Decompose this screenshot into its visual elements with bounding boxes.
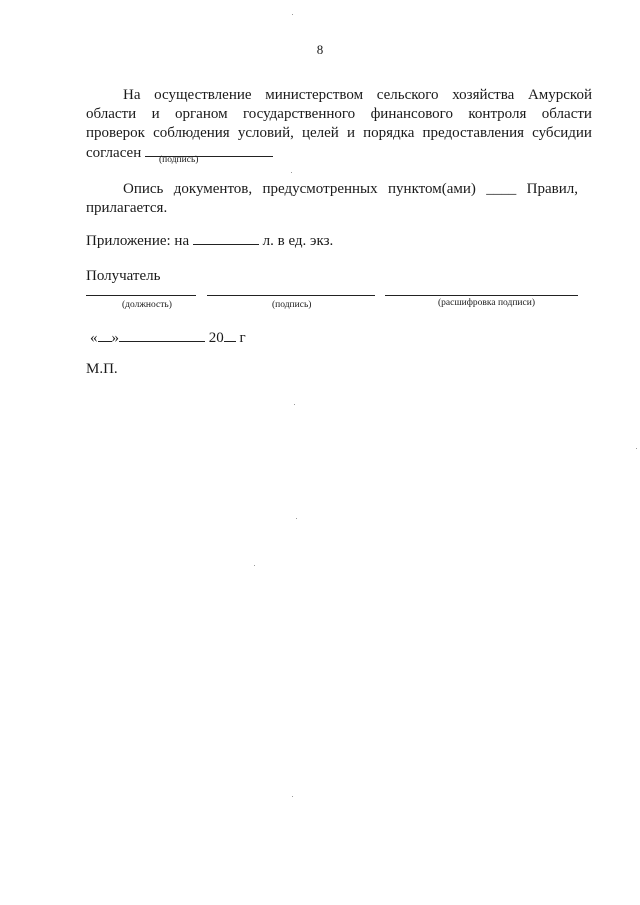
inventory-line-2: прилагается. [86, 200, 168, 216]
word: документов, [173, 181, 253, 197]
recipient-label: Получатель [86, 268, 161, 284]
month-blank[interactable] [119, 328, 205, 342]
scan-speck [292, 14, 293, 15]
word: На [123, 87, 141, 103]
consent-line-3 [86, 124, 592, 143]
appendix-line [86, 231, 333, 250]
consent-paragraph [86, 86, 592, 163]
day-blank[interactable] [98, 328, 112, 342]
signature-caption-recipient: (подпись) [272, 300, 312, 310]
word: контроля [468, 106, 527, 122]
scan-speck [291, 172, 292, 173]
close-quote: » [111, 330, 119, 346]
scan-speck [636, 448, 637, 449]
word: министерством [265, 87, 364, 103]
appendix-prefix: Приложение: на [86, 233, 190, 249]
word: и [151, 106, 160, 122]
year-prefix: 20 [208, 330, 224, 346]
appendix-suffix: л. в ед. экз. [262, 233, 334, 249]
position-caption: (должность) [122, 300, 172, 310]
word: проверок [86, 125, 145, 141]
page-number: 8 [316, 42, 324, 57]
signature-caption: (подпись) [159, 155, 199, 165]
signature-decoding-line[interactable] [385, 295, 578, 296]
scan-speck [292, 796, 293, 797]
scan-speck [254, 565, 255, 566]
decoding-caption: (расшифровка подписи) [438, 298, 535, 308]
word: Амурской [527, 87, 592, 103]
word: Правил, [526, 181, 578, 197]
word: целей [301, 125, 339, 141]
word: хозяйства [452, 87, 515, 103]
word: предоставления [422, 125, 525, 141]
seal-label: М.П. [86, 361, 118, 377]
inventory-paragraph [86, 180, 578, 218]
open-quote: « [90, 330, 98, 346]
word: области [86, 106, 137, 122]
word: порядка [363, 125, 415, 141]
consent-line-2 [86, 105, 592, 124]
word: пунктом(ами) [388, 181, 476, 197]
year-blank[interactable] [224, 328, 236, 342]
word: и [346, 125, 355, 141]
word: органом [175, 106, 228, 122]
word: области [541, 106, 592, 122]
inventory-line-1 [86, 180, 578, 199]
word: финансового [370, 106, 453, 122]
word: соблюдения [153, 125, 230, 141]
date-line [90, 328, 246, 347]
word: предусмотренных [262, 181, 378, 197]
word: субсидии [532, 125, 592, 141]
position-line[interactable] [86, 295, 196, 296]
clause-blank[interactable]: ____ [486, 181, 517, 197]
sheets-count-blank[interactable] [193, 231, 259, 245]
consent-line-1 [86, 86, 592, 105]
word: Опись [123, 181, 164, 197]
word: осуществление [154, 87, 252, 103]
agree-label: согласен [86, 145, 142, 161]
word: государственного [243, 106, 356, 122]
word: сельского [376, 87, 439, 103]
scan-speck [296, 518, 297, 519]
word: условий, [237, 125, 294, 141]
signature-line[interactable] [207, 295, 375, 296]
year-suffix: г [239, 330, 246, 346]
scan-speck [294, 404, 295, 405]
